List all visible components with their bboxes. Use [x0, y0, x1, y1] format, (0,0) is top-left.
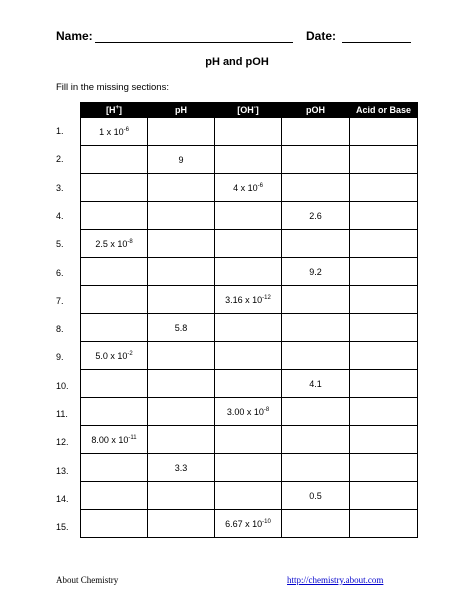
ph-cell[interactable]: [148, 174, 215, 202]
value-text: 4 x 10: [233, 182, 258, 193]
oh-minus-cell[interactable]: [215, 202, 282, 230]
value-text: 3.00 x 10: [226, 406, 264, 417]
value-exponent: -2: [127, 350, 133, 357]
acid-or-base-cell[interactable]: [350, 146, 418, 174]
value-text: 0.5: [309, 490, 322, 501]
header-text: pH: [175, 105, 187, 115]
header-bracket: ]: [255, 105, 259, 115]
oh-minus-cell[interactable]: [215, 174, 282, 202]
value-text: 3.3: [174, 462, 188, 473]
ph-cell[interactable]: [148, 398, 215, 426]
poh-cell[interactable]: [282, 230, 350, 258]
table-row: [81, 370, 418, 398]
table-row: [81, 342, 418, 370]
h-plus-cell[interactable]: [81, 174, 148, 202]
oh-minus-cell[interactable]: [215, 314, 282, 342]
header-text: [OH: [237, 105, 254, 115]
ph-cell[interactable]: [148, 314, 215, 342]
h-plus-cell[interactable]: [81, 454, 148, 482]
ph-cell[interactable]: [148, 230, 215, 258]
col-oh-minus-header: [215, 103, 282, 118]
h-plus-cell[interactable]: [81, 118, 148, 146]
h-plus-cell[interactable]: [81, 342, 148, 370]
ph-cell[interactable]: [148, 426, 215, 454]
value-text: 2.5 x 10: [95, 238, 128, 249]
table-row: [81, 426, 418, 454]
row-number: 1.: [56, 126, 64, 136]
oh-minus-cell[interactable]: [215, 286, 282, 314]
row-number: 12.: [56, 437, 69, 448]
row-number: 4.: [56, 210, 64, 221]
ph-table: [80, 102, 418, 538]
acid-or-base-cell[interactable]: [350, 258, 418, 286]
value-exponent: -6: [123, 126, 129, 133]
footer-source: About Chemistry: [56, 575, 119, 585]
date-label: Date:: [306, 29, 337, 43]
row-number: 13.: [56, 465, 69, 476]
ph-cell[interactable]: [148, 370, 215, 398]
oh-minus-cell[interactable]: [215, 146, 282, 174]
h-plus-cell[interactable]: [81, 146, 148, 174]
poh-cell[interactable]: [282, 342, 350, 370]
row-number: 14.: [56, 493, 69, 504]
h-plus-cell[interactable]: [81, 286, 148, 314]
row-number: 7.: [56, 295, 64, 306]
oh-minus-cell[interactable]: [215, 230, 282, 258]
acid-or-base-cell[interactable]: [350, 426, 418, 454]
table-row: [81, 202, 418, 230]
h-plus-cell[interactable]: [81, 230, 148, 258]
poh-cell[interactable]: [282, 258, 350, 286]
value-text: 5.0 x 10: [95, 350, 128, 361]
table-row: [81, 118, 418, 146]
row-number: 2.: [56, 154, 64, 165]
value-exponent: -11: [128, 434, 137, 441]
table-header-row: [81, 103, 418, 118]
poh-cell[interactable]: [282, 482, 350, 510]
header-superscript: +: [115, 105, 119, 111]
ph-cell[interactable]: [148, 482, 215, 510]
ph-cell[interactable]: [148, 146, 215, 174]
oh-minus-cell[interactable]: [215, 118, 282, 146]
row-number: 6.: [56, 267, 64, 278]
row-number: 8.: [56, 324, 64, 335]
value-text: 1 x 10: [99, 126, 124, 137]
value-exponent: -10: [262, 518, 271, 525]
poh-cell[interactable]: [282, 314, 350, 342]
acid-or-base-cell[interactable]: [350, 314, 418, 342]
value-exponent: -6: [257, 182, 263, 189]
table-row: [81, 146, 418, 174]
ph-cell[interactable]: [148, 286, 215, 314]
col-h-plus-header: [81, 103, 148, 118]
h-plus-cell[interactable]: [81, 370, 148, 398]
row-number: 15.: [56, 522, 69, 533]
value-exponent: -12: [262, 294, 271, 301]
acid-or-base-cell[interactable]: [350, 370, 418, 398]
date-line[interactable]: [342, 42, 411, 43]
col-acid-or-base-header: [350, 103, 418, 118]
header-text: Acid or Base: [355, 105, 412, 115]
h-plus-cell[interactable]: [81, 482, 148, 510]
oh-minus-cell[interactable]: [215, 426, 282, 454]
name-label: Name:: [56, 29, 93, 43]
poh-cell[interactable]: [282, 202, 350, 230]
oh-minus-cell[interactable]: [215, 342, 282, 370]
ph-cell[interactable]: [148, 342, 215, 370]
ph-cell[interactable]: [148, 118, 215, 146]
ph-cell[interactable]: [148, 202, 215, 230]
poh-cell[interactable]: [282, 174, 350, 202]
value-text: 3.16 x 10: [225, 294, 263, 305]
poh-cell[interactable]: [282, 286, 350, 314]
table-row: [81, 454, 418, 482]
col-poh-header: [282, 103, 350, 118]
table-row: [81, 398, 418, 426]
h-plus-cell[interactable]: [81, 510, 148, 538]
ph-cell[interactable]: [148, 258, 215, 286]
ph-cell[interactable]: [148, 454, 215, 482]
oh-minus-cell[interactable]: [215, 370, 282, 398]
instructions: Fill in the missing sections:: [56, 82, 169, 93]
oh-minus-cell[interactable]: [215, 398, 282, 426]
h-plus-cell[interactable]: [81, 426, 148, 454]
row-number: 3.: [56, 182, 64, 193]
value-text: 6.67 x 10: [225, 518, 263, 529]
acid-or-base-cell[interactable]: [350, 230, 418, 258]
header-superscript: -: [253, 105, 256, 111]
ph-cell[interactable]: [148, 510, 215, 538]
header-text: pOH: [306, 105, 325, 115]
row-number: 5.: [56, 239, 64, 250]
poh-cell[interactable]: [282, 426, 350, 454]
acid-or-base-cell[interactable]: [350, 398, 418, 426]
row-number: 11.: [56, 409, 68, 419]
table-row: [81, 510, 418, 538]
table-row: [81, 314, 418, 342]
table-row: [81, 258, 418, 286]
oh-minus-cell[interactable]: [215, 454, 282, 482]
poh-cell[interactable]: [282, 146, 350, 174]
header-bracket: ]: [119, 105, 122, 115]
value-exponent: -8: [127, 238, 133, 245]
acid-or-base-cell[interactable]: [350, 482, 418, 510]
worksheet-title: pH and pOH: [205, 56, 269, 68]
value-text: 9: [178, 154, 184, 165]
acid-or-base-cell[interactable]: [350, 174, 418, 202]
acid-or-base-cell[interactable]: [350, 342, 418, 370]
oh-minus-cell[interactable]: [215, 482, 282, 510]
table-row: [81, 482, 418, 510]
value-text: 9.2: [309, 266, 322, 277]
value-text: 8.00 x 10: [91, 434, 129, 445]
acid-or-base-cell[interactable]: [350, 510, 418, 538]
acid-or-base-cell[interactable]: [350, 118, 418, 146]
header-text: [H: [105, 105, 116, 115]
footer-link[interactable]: http://chemistry.about.com: [287, 575, 384, 585]
oh-minus-cell[interactable]: [215, 510, 282, 538]
h-plus-cell[interactable]: [81, 258, 148, 286]
poh-cell[interactable]: [282, 510, 350, 538]
row-number: 10.: [56, 380, 69, 391]
value-text: 4.1: [309, 378, 322, 389]
acid-or-base-cell[interactable]: [350, 286, 418, 314]
name-line[interactable]: [95, 42, 293, 43]
oh-minus-cell[interactable]: [215, 258, 282, 286]
acid-or-base-cell[interactable]: [350, 454, 418, 482]
row-number: 9.: [56, 352, 64, 363]
poh-cell[interactable]: [282, 454, 350, 482]
poh-cell[interactable]: [282, 370, 350, 398]
h-plus-cell[interactable]: [81, 314, 148, 342]
table-row: [81, 230, 418, 258]
col-ph-header: [148, 103, 215, 118]
table-row: [81, 174, 418, 202]
table-row: [81, 286, 418, 314]
h-plus-cell[interactable]: [81, 202, 148, 230]
poh-cell[interactable]: [282, 398, 350, 426]
value-text: 5.8: [174, 322, 188, 333]
poh-cell[interactable]: [282, 118, 350, 146]
value-text: 2.6: [309, 210, 322, 221]
acid-or-base-cell[interactable]: [350, 202, 418, 230]
value-exponent: -8: [263, 406, 270, 413]
h-plus-cell[interactable]: [81, 398, 148, 426]
